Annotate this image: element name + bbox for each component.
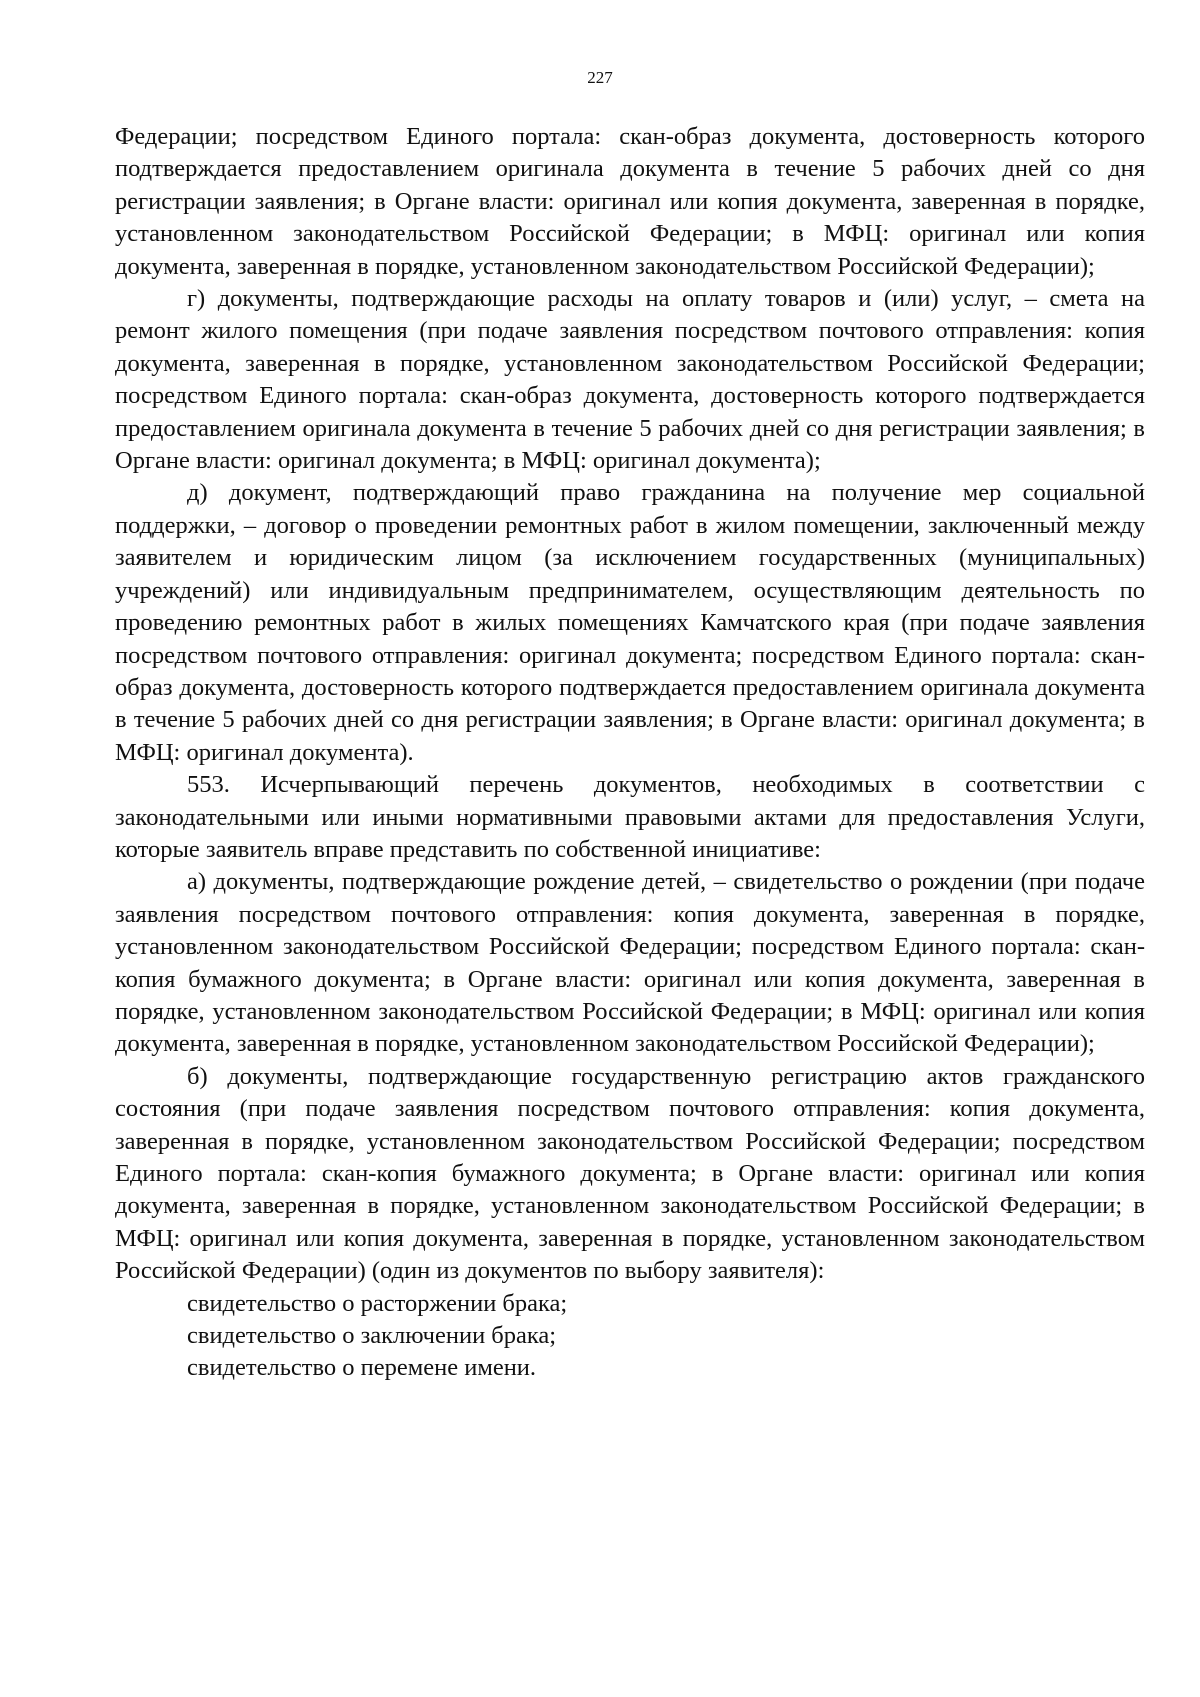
- paragraph-item-a: а) документы, подтверждающие рождение детей, – свидетельство о рождении (при подаче заявления посредством почтового отправления: копия документа, заверенная в порядке, установленном законодательством Российской Федерации; посредством Единого портала: скан-копия бумажного документа; в Органе власти: оригинал или копия документа, заверенная в порядке, установленном законодательством Российской Федерации; в МФЦ: оригинал или копия документа, заверенная в порядке, установленном законодательством Российской Федерации);: [115, 868, 1145, 1058]
- paragraph-553: 553. Исчерпывающий перечень документов, необходимых в соответствии с законодательными или иными нормативными правовыми актами для предоставления Услуги, которые заявитель вправе представить по собственной инициативе:: [115, 771, 1145, 863]
- list-item-divorce-certificate: свидетельство о расторжении брака;: [187, 1289, 568, 1317]
- list-item-name-change-certificate: свидетельство о перемене имени.: [187, 1354, 537, 1382]
- paragraph-item-b: б) документы, подтверждающие государственную регистрацию актов гражданского состояния (при подаче заявления посредством почтового отправления: копия документа, заверенная в порядке, установленном законодательством Российской Федерации; посредством Единого портала: скан-копия бумажного документа; в Органе власти: оригинал или копия документа, заверенная в порядке, установленном законодательством Российской Федерации; в МФЦ: оригинал или копия документа, заверенная в порядке, установленном законодательством Российской Федерации) (один из документов по выбору заявителя):: [115, 1062, 1145, 1285]
- document-body: [115, 121, 1145, 1385]
- list-item-marriage-certificate: свидетельство о заключении брака;: [187, 1322, 557, 1350]
- paragraph-item-g: г) документы, подтверждающие расходы на оплату товаров и (или) услуг, – смета на ремонт жилого помещения (при подаче заявления посредством почтового отправления: копия документа, заверенная в порядке, установленном законодательством Российской Федерации; посредством Единого портала: скан-образ документа, достоверность которого подтверждается предоставлением оригинала документа в течение 5 рабочих дней со дня регистрации заявления; в Органе власти: оригинал документа; в МФЦ: оригинал документа);: [115, 285, 1145, 475]
- paragraph-continuation: Федерации; посредством Единого портала: скан-образ документа, достоверность которого подтверждается предоставлением оригинала документа в течение 5 рабочих дней со дня регистрации заявления; в Органе власти: оригинал или копия документа, заверенная в порядке, установленном законодательством Российской Федерации; в МФЦ: оригинал или копия документа, заверенная в порядке, установленном законодательством Российской Федерации);: [115, 123, 1145, 280]
- page-number: 227: [587, 68, 613, 87]
- paragraph-item-d: д) документ, подтверждающий право гражданина на получение мер социальной поддержки, – договор о проведении ремонтных работ в жилом помещении, заключенный между заявителем и юридическим лицом (за исключением государственных (муниципальных) учреждений) или индивидуальным предпринимателем, осуществляющим деятельность по проведению ремонтных работ в жилых помещениях Камчатского края (при подаче заявления посредством почтового отправления: оригинал документа; посредством Единого портала: скан-образ документа, достоверность которого подтверждается предоставлением оригинала документа в течение 5 рабочих дней со дня регистрации заявления; в Органе власти: оригинал документа; в МФЦ: оригинал документа).: [115, 479, 1145, 766]
